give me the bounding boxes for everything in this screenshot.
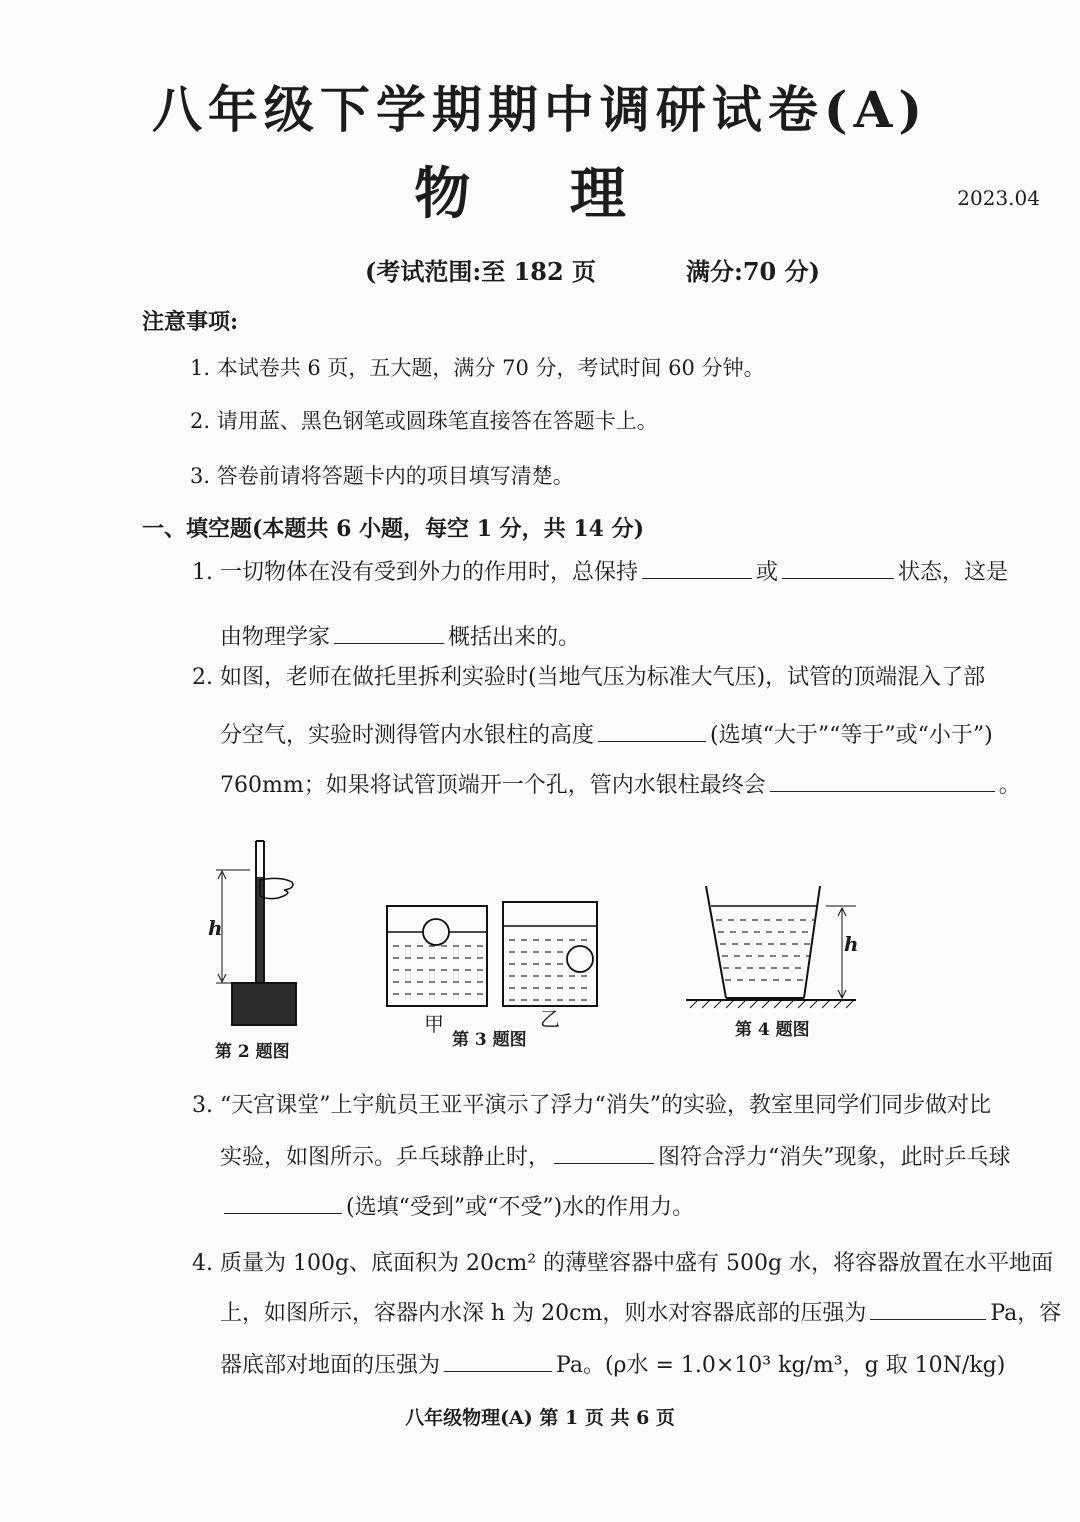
answer-blank[interactable] bbox=[770, 790, 995, 792]
answer-blank[interactable] bbox=[444, 1370, 552, 1372]
q1-text-e: 概括出来的。 bbox=[448, 625, 581, 650]
q2-text-b: (选填“大于”“等于”或“小于”) bbox=[710, 723, 993, 748]
question-4-line-3 bbox=[220, 1348, 1005, 1379]
notice-heading: 注意事项: bbox=[142, 309, 239, 335]
question-1-line-2 bbox=[220, 620, 580, 651]
q4-text-a: 上，如图所示，容器内水深 h 为 20cm，则水对容器底部的压强为 bbox=[220, 1301, 867, 1326]
subject-title: 物 理 bbox=[414, 161, 666, 227]
q3-text-b: 图符合浮力“消失”现象，此时乒乓球 bbox=[658, 1145, 1011, 1170]
answer-blank[interactable] bbox=[642, 577, 752, 579]
answer-blank[interactable] bbox=[334, 642, 444, 644]
question-4-line-1: 4. 质量为 100g、底面积为 20cm² 的薄壁容器中盛有 500g 水，将容器放置在水平地面 bbox=[192, 1251, 1054, 1276]
question-2-line-3 bbox=[220, 768, 1021, 799]
q2-text-a: 分空气，实验时测得管内水银柱的高度 bbox=[220, 723, 595, 748]
notice-item-1: 1. 本试卷共 6 页，五大题，满分 70 分，考试时间 60 分钟。 bbox=[190, 356, 765, 380]
q3-text-c: (选填“受到”或“不受”)水的作用力。 bbox=[346, 1195, 695, 1220]
fig3-label-jia: 甲 bbox=[424, 1012, 444, 1036]
fig3-caption: 第 3 题图 bbox=[452, 1030, 527, 1050]
notice-item-3: 3. 答卷前请将答题卡内的项目填写清楚。 bbox=[190, 464, 574, 488]
q2-text-d: 。 bbox=[998, 773, 1021, 798]
question-3-line-2 bbox=[220, 1140, 1011, 1171]
q1-text-a: 1. 一切物体在没有受到外力的作用时，总保持 bbox=[192, 560, 638, 585]
question-1-line-1 bbox=[192, 555, 1008, 586]
answer-blank[interactable] bbox=[554, 1162, 654, 1164]
exam-title: 八年级下学期期中调研试卷(A) bbox=[151, 80, 929, 139]
question-2-line-1: 2. 如图，老师在做托里拆利实验时(当地气压为标准大气压)，试管的顶端混入了部 bbox=[192, 665, 986, 690]
q4-text-d: Pa。(ρ水 = 1.0×10³ kg/m³，g 取 10N/kg) bbox=[556, 1353, 1006, 1378]
fig2-caption: 第 2 题图 bbox=[215, 1042, 290, 1062]
fig3-label-yi: 乙 bbox=[540, 1007, 560, 1031]
answer-blank[interactable] bbox=[598, 740, 706, 742]
question-3-line-1: 3. “天宫课堂”上宇航员王亚平演示了浮力“消失”的实验，教室里同学们同步做对比 bbox=[192, 1093, 991, 1118]
question-4-line-2 bbox=[220, 1296, 1061, 1327]
q2-text-c: 760mm；如果将试管顶端开一个孔，管内水银柱最终会 bbox=[220, 773, 766, 798]
q3-text-a: 实验，如图所示。乒乓球静止时， bbox=[220, 1145, 551, 1170]
section-heading: 一、填空题(本题共 6 小题，每空 1 分，共 14 分) bbox=[142, 516, 645, 542]
fig4-h-label: h bbox=[844, 932, 859, 956]
question-2-line-2 bbox=[220, 718, 993, 749]
exam-scope: (考试范围:至 182 页 bbox=[365, 257, 597, 286]
q1-text-d: 由物理学家 bbox=[220, 625, 331, 650]
exam-date: 2023.04 bbox=[957, 186, 1040, 210]
q1-text-c: 状态，这是 bbox=[898, 560, 1009, 585]
answer-blank[interactable] bbox=[782, 577, 894, 579]
q4-text-b: Pa，容 bbox=[990, 1301, 1062, 1326]
answer-blank[interactable] bbox=[224, 1212, 342, 1214]
page-footer: 八年级物理(A) 第 1 页 共 6 页 bbox=[405, 1407, 675, 1429]
q1-text-b: 或 bbox=[756, 560, 779, 585]
fig2-h-label: h bbox=[208, 916, 223, 940]
full-mark: 满分:70 分) bbox=[686, 257, 820, 286]
question-3-line-3 bbox=[220, 1190, 694, 1221]
q4-text-c: 器底部对地面的压强为 bbox=[220, 1353, 441, 1378]
fig4-caption: 第 4 题图 bbox=[735, 1020, 810, 1040]
answer-blank[interactable] bbox=[870, 1318, 986, 1320]
figure-3-containers bbox=[383, 896, 603, 1016]
notice-item-2: 2. 请用蓝、黑色钢笔或圆珠笔直接答在答题卡上。 bbox=[190, 409, 658, 433]
